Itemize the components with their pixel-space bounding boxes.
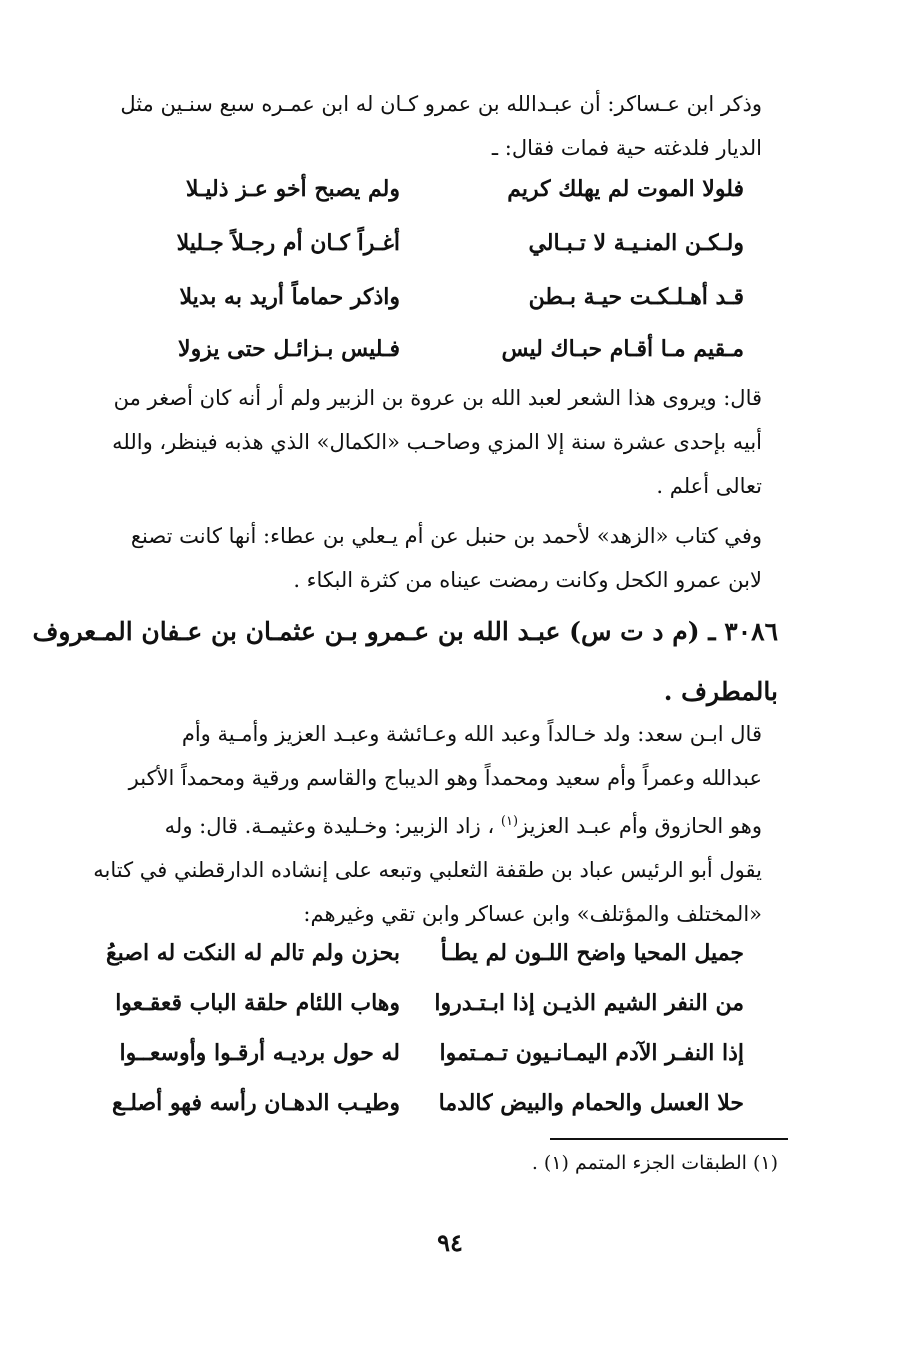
verse-line [80,990,762,1030]
verse-line [80,1090,762,1130]
verse-second-hemistich: ولم يصبح أخو عـز ذليـلا [185,176,400,202]
text-line [80,800,762,848]
text-segment: ، زاد الزبير: وخـليدة وعثيمـة. قال: وله [164,814,495,838]
verse-line [80,1040,762,1080]
verse-second-hemistich: بحزن ولم تالم له النكت له اصبعُ [105,940,400,966]
text-line: تعالى أعلم . [656,474,762,498]
text-line: وفي كتاب «الزهد» لأحمد بن حنبل عن أم يـعلي بن عطاء: أنها كانت تصنع [130,524,762,548]
heading-line: ٣٠٨٦ ـ (م د ت س) عبـد الله بن عـمرو بـن عثمـان بن عـفان المـعروف [32,617,778,646]
verse-second-hemistich: فـليس بـزائـل حتى يزولا [178,336,400,362]
text-line: وذكر ابن عـساكر: أن عبـدالله بن عمرو كـان له ابن عمـره سبع سنـين مثل [120,92,762,116]
text-line: عبدالله وعمراً وأم سعيد ومحمداً وهو الديباج والقاسم ورقية ومحمداً الأكبر [128,766,762,790]
verse-first-hemistich: إذا النفـر الآدم اليمـانـيون تـمـتموا [439,1040,744,1066]
verse-line [80,336,762,376]
verse-line [80,940,762,980]
verse-second-hemistich: وطيـب الدهـان رأسه فهو أصلـع [112,1090,400,1116]
text-line: «المختلف والمؤتلف» وابن عساكر وابن تقي وغيرهم: [303,902,762,926]
heading-line: بالمطرف . [663,677,778,706]
text-line: قال: ويروى هذا الشعر لعبد الله بن عروة بن الزبير ولم أر أنه كان أصغر من [113,386,762,410]
paragraph-ibn-asakir [80,82,762,170]
verse-first-hemistich: حلا العسل والحمام والبيض كالدما [438,1090,744,1116]
verse-first-hemistich: قـد أهـلـكـت حيـة بـطن [528,284,744,310]
footnote-divider [550,1138,788,1140]
verse-second-hemistich: وهاب اللئام حلقة الباب قعقـعوا [115,990,400,1016]
text-line: قال ابـن سعد: ولد خـالداً وعبد الله وعـائشة وعبـد العزيز وأمـية وأم [181,722,762,746]
footnote-reference: (١) [500,814,519,829]
verse-first-hemistich: جميل المحيا واضح اللـون لم يطـأ [440,940,744,966]
paragraph-zuhd [80,514,762,602]
verse-first-hemistich: فلولا الموت لم يهلك كريم [507,176,744,202]
text-line: يقول أبو الرئيس عباد بن طقفة الثعلبي وتبعه على إنشاده الدارقطني في كتابه [93,858,762,882]
text-line: الديار فلدغته حية فمات فقال: ـ [491,136,762,160]
verse-line [80,284,762,324]
text-segment: وهو الحازوق وأم عبـد العزيز [518,814,762,838]
verse-line [80,230,762,270]
paragraph-ibn-saad [80,712,762,936]
verse-first-hemistich: ولـكـن المنـيـة لا تـبـالي [528,230,744,256]
entry-heading [32,602,778,722]
footnote: (١) الطبقات الجزء المتمم (١) . [531,1152,778,1174]
text-line: لابن عمرو الكحل وكانت رمضت عيناه من كثرة البكاء . [293,568,762,592]
verse-line [80,176,762,216]
verse-first-hemistich: مـقيم مـا أقـام حبـاك ليس [501,336,744,362]
text-line: أبيه بإحدى عشرة سنة إلا المزي وصاحـب «الكمال» الذي هذبه فينظر، والله [112,430,762,454]
verse-second-hemistich: واذكر حماماً أريد به بديلا [179,284,400,310]
verse-second-hemistich: له حول برديـه أرقـوا وأوسعــوا [119,1040,400,1066]
page-number: ٩٤ [437,1228,463,1257]
paragraph-attribution [80,376,762,508]
verse-second-hemistich: أغـراً كـان أم رجـلاً جـليلا [176,230,400,256]
verse-first-hemistich: من النفر الشيم الذيـن إذا ابـتـدروا [434,990,744,1016]
